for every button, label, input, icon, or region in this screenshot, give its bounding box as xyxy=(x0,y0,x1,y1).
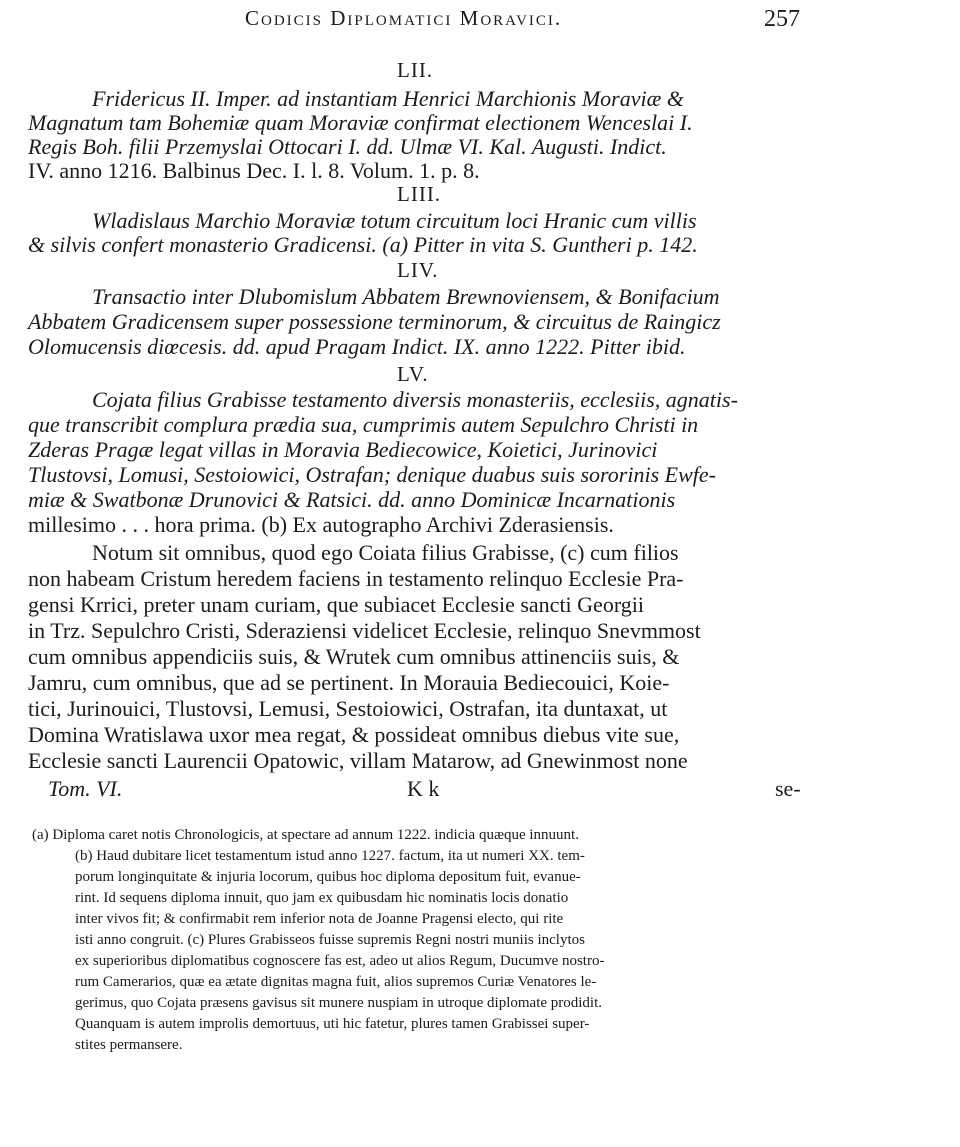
summary-line: Cojata filius Grabisse testamento diversis monasteriis, ecclesiis, agnatis- xyxy=(92,387,738,412)
footnote-line: porum longinquitate & injuria locorum, quibus hoc diploma depositum fuit, evanue- xyxy=(75,869,581,885)
summary-line: Tlustovsi, Lomusi, Sestoiowici, Ostrafan; denique duabus suis sororinis Ewfe- xyxy=(28,462,716,487)
summary-line: IV. anno 1216. Balbinus Dec. I. l. 8. Volum. 1. p. 8. xyxy=(28,158,480,183)
body-line: non habeam Cristum heredem faciens in testamento relinquo Ecclesie Pra- xyxy=(28,566,684,591)
footnote-line: Quanquam is autem improlis demortuus, uti hic fatetur, plures tamen Grabissei super- xyxy=(75,1016,590,1032)
summary-line: Zderas Pragæ legat villas in Moravia Bediecowice, Koietici, Jurinovici xyxy=(28,437,658,462)
footnote-line: stites permansere. xyxy=(75,1037,183,1053)
body-line: cum omnibus appendiciis suis, & Wrutek cum omnibus attinenciis suis, & xyxy=(28,644,680,669)
body-line: Jamru, cum omnibus, que ad se pertinent. In Morauia Bediecouici, Koie- xyxy=(28,670,670,695)
body-line: Domina Wratislawa uxor mea regat, & possideat omnibus diebus vite sue, xyxy=(28,722,680,747)
footnote-line: (b) Haud dubitare licet testamentum istud anno 1227. factum, ita ut numeri XX. tem- xyxy=(75,848,585,864)
summary-line: Transactio inter Dlubomislum Abbatem Brewnoviensem, & Bonifacium xyxy=(92,284,720,309)
summary-line: miæ & Swatbonæ Drunovici & Ratsici. dd. anno Dominicæ Incarnationis xyxy=(28,487,676,512)
summary-line: & silvis confert monasterio Gradicensi. (a) Pitter in vita S. Guntheri p. 142. xyxy=(28,232,698,257)
summary-line: Wladislaus Marchio Moraviæ totum circuitum loci Hranic cum villis xyxy=(92,208,697,233)
catchword: se- xyxy=(775,776,801,801)
footnote-line: gerimus, quo Cojata præsens gavisus sit munere nuspiam in utroque diplomate prodidit. xyxy=(75,995,603,1011)
footnote-line: rum Camerarios, quæ ea ætate dignitas magna fuit, alios supremos Curiæ Venatores le- xyxy=(75,974,597,990)
body-line: gensi Krrici, preter unam curiam, que subiacet Ecclesie sancti Georgii xyxy=(28,592,644,617)
summary-line: que transcribit complura prædia sua, cumprimis autem Sepulchro Christi in xyxy=(28,412,699,437)
signature-mark: K k xyxy=(407,776,440,801)
running-head: Codicis Diplomatici Moravici. xyxy=(245,6,563,30)
summary-line: Regis Boh. filii Przemyslai Ottocari I. dd. Ulmæ VI. Kal. Augusti. Indict. xyxy=(28,134,667,159)
summary-line: Fridericus II. Imper. ad instantiam Henrici Marchionis Moraviæ & xyxy=(92,86,684,111)
footnote-line: ex superioribus diplomatibus cognoscere fas est, adeo ut alios Regum, Ducumve nostro- xyxy=(75,953,605,969)
section-number: LIII. xyxy=(397,182,442,206)
section-number: LV. xyxy=(397,362,429,386)
section-number: LII. xyxy=(397,58,434,82)
footnote-line: (a) Diploma caret notis Chronologicis, at spectare ad annum 1222. indicia quæque innuunt. xyxy=(32,827,579,843)
footnote-line: rint. Id sequens diploma innuit, quo jam ex quibusdam hic nominatis locis donatio xyxy=(75,890,569,906)
summary-line: Olomucensis diœcesis. dd. apud Pragam Indict. IX. anno 1222. Pitter ibid. xyxy=(28,334,686,359)
section-number: LIV. xyxy=(397,258,439,282)
summary-line: millesimo . . . hora prima. (b) Ex autographo Archivi Zderasiensis. xyxy=(28,512,614,537)
body-line: tici, Jurinouici, Tlustovsi, Lemusi, Sestoiowici, Ostrafan, ita duntaxat, ut xyxy=(28,696,668,721)
footnote-line: isti anno congruit. (c) Plures Grabisseos fuisse supremis Regni nostri muniis inclytos xyxy=(75,932,585,948)
body-line: in Trz. Sepulchro Cristi, Sderaziensi videlicet Ecclesie, relinquo Snevmmost xyxy=(28,618,701,643)
page-number: 257 xyxy=(764,6,800,32)
summary-line: Abbatem Gradicensem super possessione terminorum, & circuitus de Raingicz xyxy=(28,309,721,334)
body-line: Notum sit omnibus, quod ego Coiata filius Grabisse, (c) cum filios xyxy=(92,540,679,565)
summary-line: Magnatum tam Bohemiæ quam Moraviæ confirmat electionem Wenceslai I. xyxy=(28,110,693,135)
volume-marker: Tom. VI. xyxy=(48,776,123,801)
body-line: Ecclesie sancti Laurencii Opatowic, villam Matarow, ad Gnewinmost none xyxy=(28,748,688,773)
footnote-line: inter vivos fit; & confirmabit rem inferior nota de Joanne Pragensi electo, qui rite xyxy=(75,911,564,927)
